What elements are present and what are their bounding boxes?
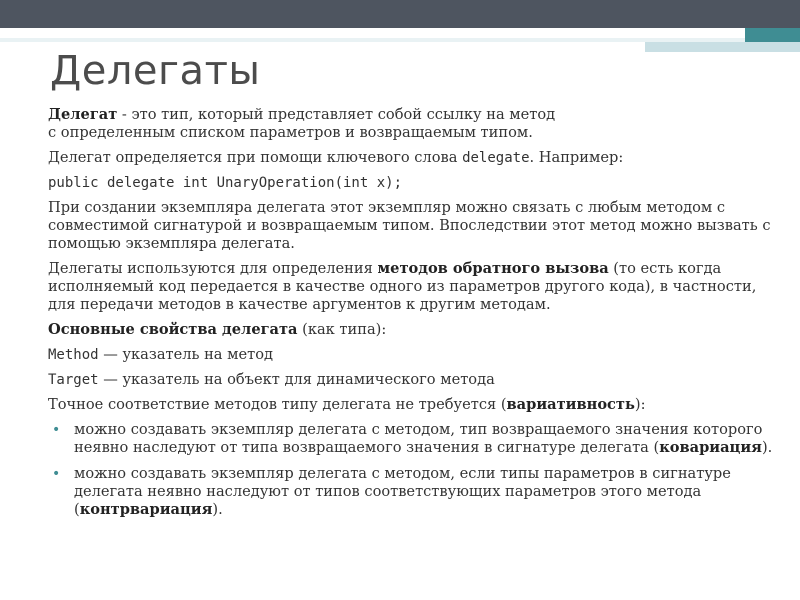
bullet-icon: •	[52, 422, 61, 438]
variance-list	[48, 421, 783, 519]
callbacks-before: Делегаты используются для определения	[48, 260, 378, 277]
paragraph-properties-heading	[48, 321, 783, 339]
term-callback-methods: методов обратного вызова	[377, 260, 609, 277]
contravariance-text: можно создавать экземпляр делегата с методом, если типы параметров в сигнатуре делегата неявно наследуют от типов соответствующих параметров этого метода (	[74, 465, 731, 518]
variance-before: Точное соответствие методов типу делегата не требуется (	[48, 396, 507, 413]
property-target-name: Target	[48, 372, 99, 388]
term-main-properties: Основные свойства делегата	[48, 321, 298, 338]
keyword-intro: Делегат определяется при помощи ключевого слова	[48, 149, 463, 166]
property-target-desc: — указатель на объект для динамического метода	[98, 371, 495, 388]
paragraph-keyword	[48, 149, 783, 167]
keyword-delegate: delegate	[462, 150, 530, 166]
paragraph-callbacks	[48, 260, 783, 314]
list-item	[48, 421, 783, 457]
definition-text-line2: с определенным списком параметров и возвращаемым типом.	[48, 124, 533, 141]
list-item	[48, 465, 783, 519]
definition-text: - это тип, который представляет собой ссылку на метод	[117, 106, 556, 123]
bullet-icon: •	[52, 466, 61, 482]
property-method-name: Method	[48, 347, 99, 363]
callbacks-after: (то есть когда исполняемый код передается в качестве одного из параметров другого кода), в частности, для передачи методов в качестве аргументов к другим методам.	[48, 260, 757, 313]
properties-after: (как типа):	[297, 321, 387, 338]
term-delegate: Делегат	[48, 106, 118, 123]
header-band-white	[0, 28, 745, 38]
term-variance: вариативность	[506, 396, 635, 413]
paragraph-definition	[48, 106, 783, 142]
header-band-dark	[0, 0, 800, 28]
code-example: public delegate int UnaryOperation(int x);	[48, 175, 403, 191]
paragraph-instance: При создании экземпляра делегата этот экземпляр можно связать с любым методом с совместимой сигнатурой и возвращаемым типом. Впоследствии этот метод можно вызвать с помощью экземпляра делегата.	[48, 199, 771, 252]
slide-title: Делегаты	[50, 48, 261, 94]
property-target	[48, 371, 783, 389]
paragraph-variance	[48, 396, 783, 414]
term-contravariance: контрвариация	[79, 501, 213, 518]
property-method	[48, 346, 783, 364]
property-method-desc: — указатель на метод	[98, 346, 273, 363]
contravariance-after: ).	[212, 501, 223, 518]
term-covariance: ковариация	[659, 439, 762, 456]
covariance-after: ).	[761, 439, 773, 456]
slide-content	[48, 106, 783, 527]
variance-after: ):	[634, 396, 646, 413]
covariance-text: можно создавать экземпляр делегата с методом, тип возвращаемого значения которого неявно наследуют от типа возвращаемого значения в сигнатуре делегата (	[74, 421, 763, 456]
keyword-after: . Например:	[529, 149, 624, 166]
